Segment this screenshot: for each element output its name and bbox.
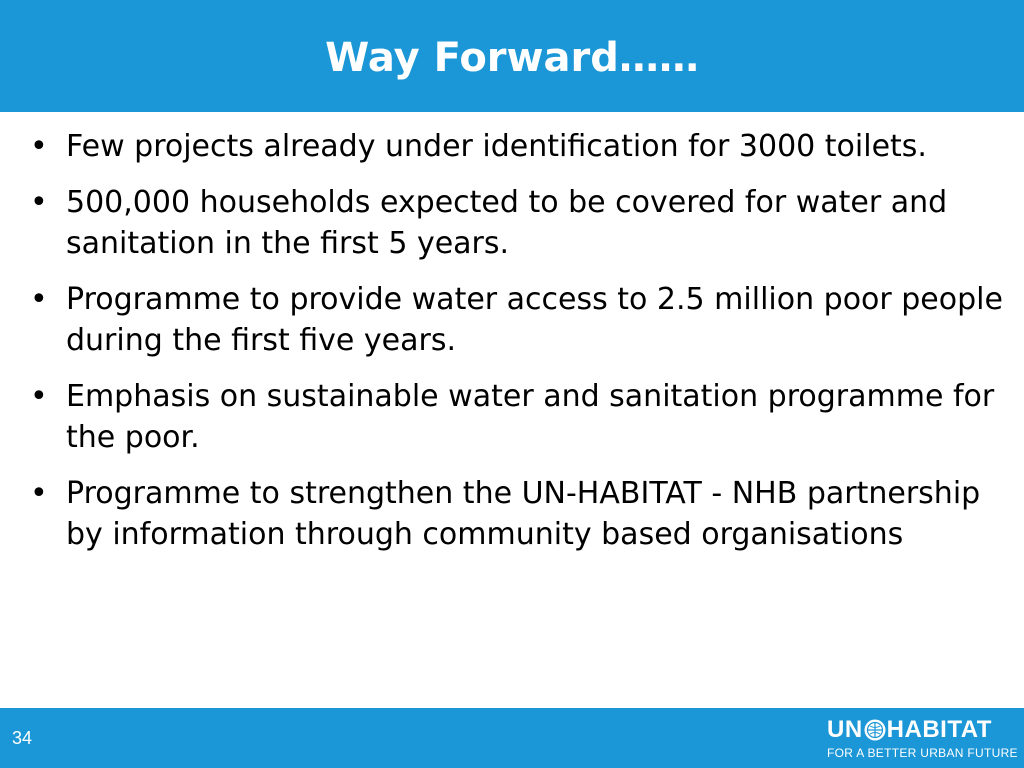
bullet-item [30, 126, 1010, 167]
bullet-text: Few projects already under identification for 3000 toilets. [66, 129, 927, 164]
slide-title: Way Forward…… [325, 35, 699, 81]
bullet-text: Programme to strengthen the UN-HABITAT - NHB partnership by information through community based organisations [66, 476, 981, 552]
logo-wordmark [827, 718, 992, 742]
bullet-marker: • [30, 379, 48, 414]
bullet-item [30, 473, 1010, 555]
slide-header [0, 0, 1024, 112]
logo-text-un: UN [827, 716, 863, 743]
bullet-marker: • [30, 282, 48, 317]
bullet-item [30, 182, 1010, 264]
un-habitat-logo [827, 718, 1017, 762]
bullet-text: 500,000 households expected to be covered for water and sanitation in the first 5 years. [66, 185, 948, 261]
bullet-list [30, 126, 1010, 570]
bullet-item [30, 376, 1010, 458]
page-number: 34 [12, 728, 33, 748]
bullet-marker: • [30, 185, 48, 220]
un-emblem-icon [864, 719, 886, 741]
slide-footer [0, 708, 1024, 768]
bullet-marker: • [30, 476, 48, 511]
logo-text-habitat: HABITAT [886, 716, 992, 743]
bullet-marker: • [30, 129, 48, 164]
bullet-item [30, 279, 1010, 361]
bullet-text: Programme to provide water access to 2.5 million poor people during the first five years. [66, 282, 1003, 358]
logo-tagline: FOR A BETTER URBAN FUTURE [827, 746, 1018, 760]
bullet-text: Emphasis on sustainable water and sanitation programme for the poor. [66, 379, 995, 455]
